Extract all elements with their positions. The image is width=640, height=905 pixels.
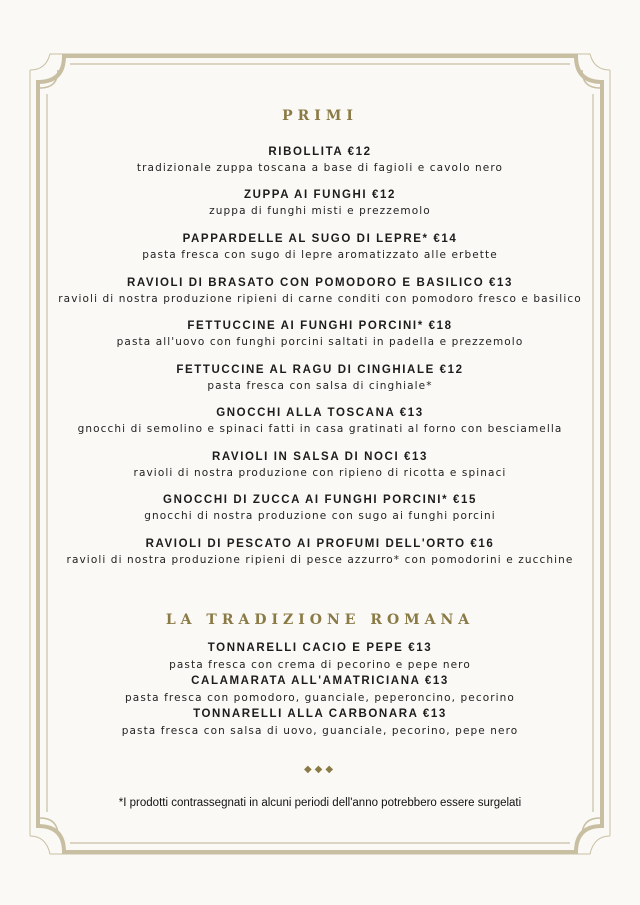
menu-item (0, 188, 640, 219)
dish-description: pasta fresca con salsa di uovo, guanciale, pecorino, pepe nero (121, 725, 519, 737)
menu-item (0, 145, 640, 176)
dish-name: RAVIOLI DI PESCATO AI PROFUMI DELL'ORTO €16 (145, 538, 495, 550)
dish-description: ravioli di nostra produzione ripieni di carne conditi con pomodoro fresco e basilico (58, 293, 582, 305)
dish-name: RAVIOLI DI BRASATO CON POMODORO E BASILICO €13 (126, 277, 514, 289)
dish-description: zuppa di funghi misti e prezzemolo (209, 205, 431, 217)
dish-description: tradizionale zuppa toscana a base di fagioli e cavolo nero (136, 162, 504, 174)
footnote: *I prodotti contrassegnati in alcuni periodi dell'anno potrebbero essere surgelati (118, 797, 522, 809)
menu-item (0, 406, 640, 437)
menu-item (0, 493, 640, 524)
menu-item (0, 232, 640, 263)
dish-name: RAVIOLI IN SALSA DI NOCI €13 (211, 451, 429, 463)
dish-name: FETTUCCINE AL RAGU DI CINGHIALE €12 (176, 364, 464, 376)
dish-name: ZUPPA AI FUNGHI €12 (243, 189, 397, 201)
diamond-ornament-icon: ◆◆◆ (303, 764, 337, 775)
menu-item (0, 363, 640, 394)
menu-item (0, 276, 640, 307)
dish-description: ravioli di nostra produzione ripieni di pesce azzurro* con pomodorini e zucchine (66, 554, 574, 566)
dish-name: TONNARELLI ALLA CARBONARA €13 (193, 708, 447, 720)
menu-item (0, 537, 640, 568)
dish-name: PAPPARDELLE AL SUGO DI LEPRE* €14 (182, 233, 458, 245)
dish-description: pasta fresca con salsa di cinghiale* (207, 380, 433, 392)
dish-name: GNOCCHI DI ZUCCA AI FUNGHI PORCINI* €15 (163, 494, 477, 506)
menu-list-romana (0, 641, 640, 740)
dish-description: pasta fresca con pomodoro, guanciale, peperoncino, pecorino (125, 692, 515, 704)
dish-description: pasta fresca con sugo di lepre aromatizzato alle erbette (142, 249, 498, 261)
dish-name: CALAMARATA ALL'AMATRICIANA €13 (191, 675, 449, 687)
dish-name: TONNARELLI CACIO E PEPE €13 (207, 642, 433, 654)
section-title-primi: PRIMI (282, 108, 358, 124)
dish-description: gnocchi di nostra produzione con sugo ai funghi porcini (144, 510, 496, 522)
menu-item (0, 319, 640, 350)
dish-description: pasta all'uovo con funghi porcini saltati in padella e prezzemolo (116, 336, 524, 348)
dish-description: gnocchi di semolino e spinaci fatti in casa gratinati al forno con besciamella (77, 423, 563, 435)
dish-description: pasta fresca con crema di pecorino e pepe nero (169, 659, 471, 671)
dish-name: RIBOLLITA €12 (268, 146, 372, 158)
menu-item (0, 450, 640, 481)
dish-name: GNOCCHI ALLA TOSCANA €13 (216, 407, 424, 419)
dish-name: FETTUCCINE AI FUNGHI PORCINI* €18 (187, 320, 453, 332)
dish-description: ravioli di nostra produzione con ripieno di ricotta e spinaci (133, 467, 507, 479)
section-title-tradizione-romana: LA TRADIZIONE ROMANA (165, 612, 475, 628)
